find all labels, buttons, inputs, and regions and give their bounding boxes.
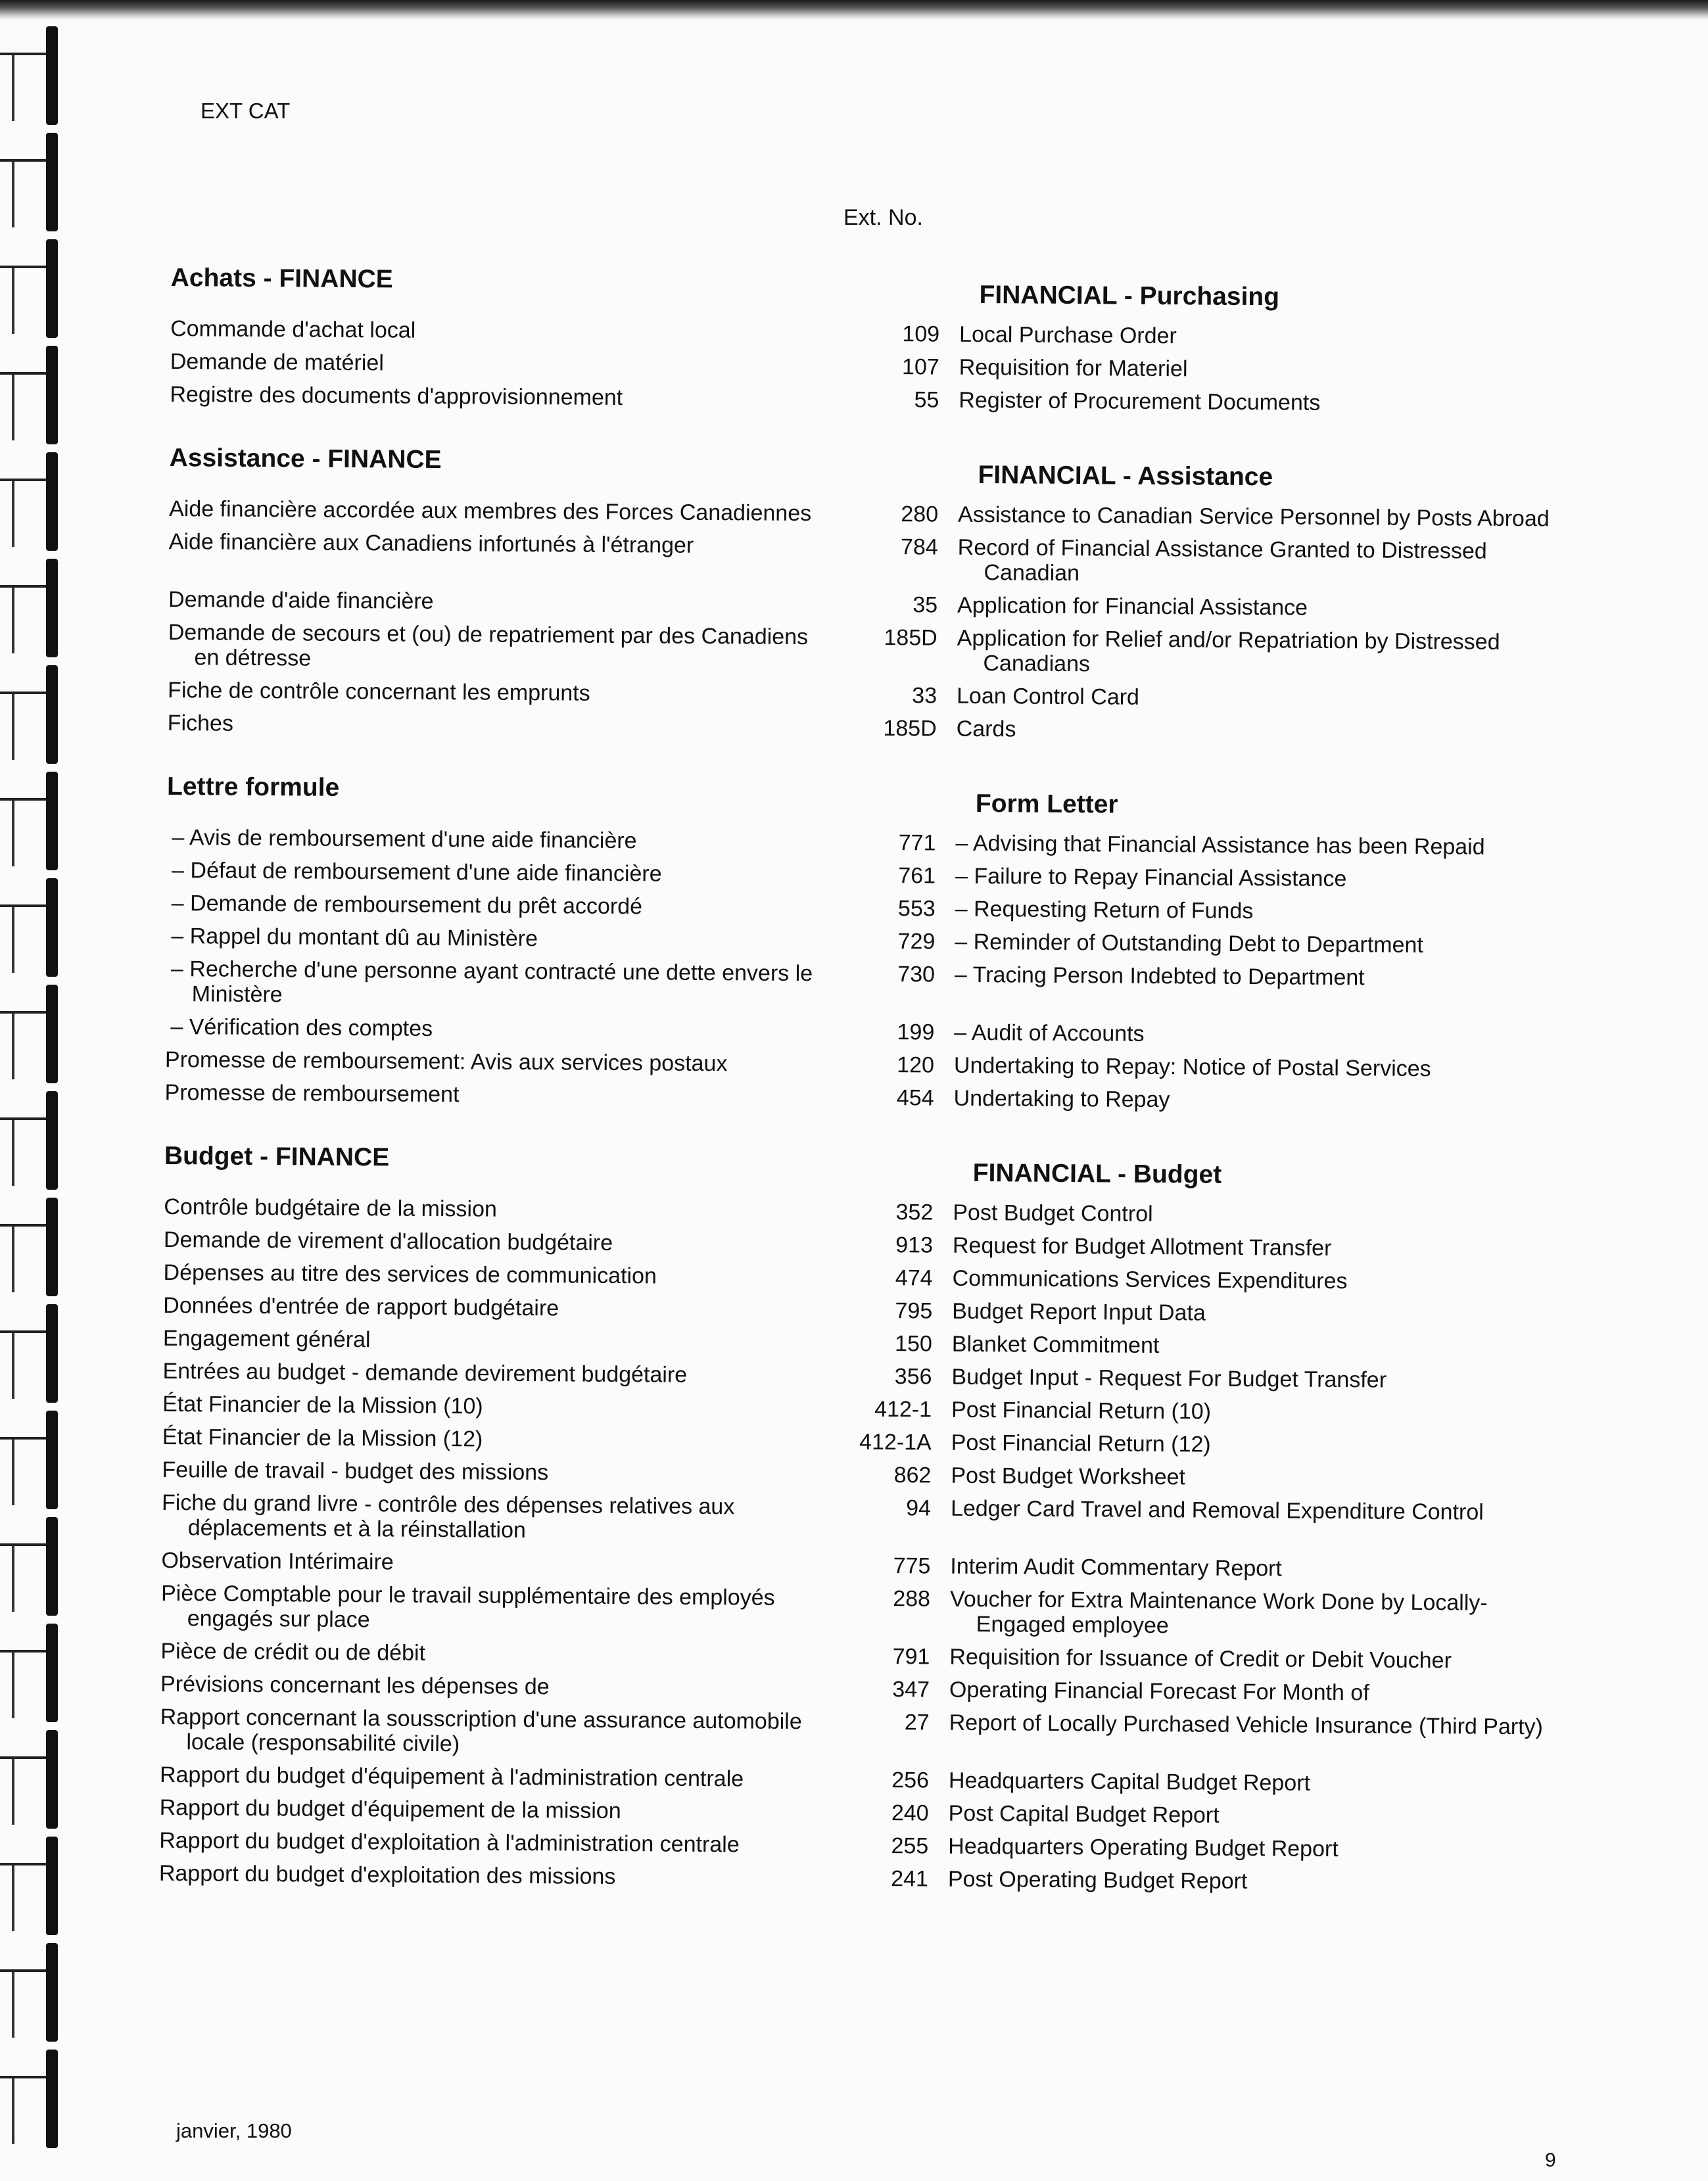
- form-title-french: Demande d'aide financière: [168, 586, 434, 614]
- section-heading: [167, 762, 1581, 832]
- spiral-coil: [0, 1624, 66, 1722]
- extension-number: 280: [901, 502, 939, 527]
- form-title-french: Promesse de remboursement: Avis aux services postaux: [164, 1046, 728, 1077]
- form-title-french: – Défaut de remboursement d'une aide financière: [171, 858, 662, 887]
- form-title-english: Post Budget Worksheet: [951, 1463, 1186, 1490]
- form-title-english: Undertaking to Repay: Notice of Postal Services: [953, 1052, 1431, 1082]
- form-title-english: – Requesting Return of Funds: [955, 896, 1254, 924]
- form-title-english: Post Budget Control: [953, 1200, 1153, 1227]
- form-title-french: Dépenses au titre des services de communication: [163, 1259, 657, 1289]
- extension-number: 288: [893, 1586, 931, 1612]
- form-title-english: Voucher for Extra Maintenance Work Done by Locally-Engaged employee: [949, 1586, 1488, 1639]
- form-title-french: Aide financière accordée aux membres des Forces Canadiennes: [169, 496, 812, 527]
- extension-number: 412-1: [874, 1396, 932, 1422]
- form-title-french: Registre des documents d'approvisionnement: [170, 381, 623, 411]
- form-title-french: – Avis de remboursement d'une aide financière: [172, 825, 637, 854]
- form-title-french: – Vérification des comptes: [170, 1014, 433, 1041]
- spiral-coil: [0, 878, 66, 977]
- extension-number: 109: [902, 321, 940, 347]
- extension-number: 412-1A: [859, 1429, 932, 1455]
- extension-number: 775: [893, 1553, 931, 1579]
- form-entry-row: [161, 1577, 1575, 1645]
- extension-number: 185D: [884, 624, 937, 651]
- form-title-french: Prévisions concernant les dépenses de: [160, 1671, 550, 1700]
- spiral-coil: [0, 559, 66, 657]
- spiral-coil: [0, 1198, 66, 1296]
- extension-number: 240: [891, 1800, 929, 1826]
- form-title-english: Local Purchase Order: [959, 321, 1177, 349]
- form-title-english: Application for Relief and/or Repatriation by Distressed Canadians: [957, 625, 1500, 677]
- section-heading: [170, 253, 1584, 323]
- form-title-english: – Advising that Financial Assistance has been Repaid: [955, 830, 1485, 860]
- footer-date: janvier, 1980: [176, 2119, 292, 2142]
- spiral-coil: [0, 239, 66, 338]
- catalogue-section: [164, 762, 1580, 1119]
- form-title-french: Commande d'achat local: [170, 316, 416, 343]
- form-title-french: Contrôle budgétaire de la mission: [164, 1194, 498, 1222]
- form-title-english: Register of Procurement Documents: [959, 387, 1321, 415]
- extension-number: 862: [893, 1463, 932, 1488]
- form-title-french: Données d'entrée de rapport budgétaire: [163, 1292, 559, 1321]
- form-title-french: Rapport concernant la sousscription d'une assurance automobile locale (responsabilité civile): [160, 1704, 802, 1757]
- form-title-french: Pièce Comptable pour le travail supplémentaire des employés engagés sur place: [160, 1580, 775, 1633]
- form-title-english: Communications Services Expenditures: [952, 1265, 1348, 1294]
- form-title-french: Pièce de crédit ou de débit: [160, 1638, 426, 1666]
- form-title-english: Report of Locally Purchased Vehicle Insurance (Third Party): [949, 1710, 1544, 1740]
- form-title-english: – Failure to Repay Financial Assistance: [955, 863, 1347, 892]
- catalogue-section: [170, 253, 1584, 421]
- extension-number: 27: [904, 1710, 930, 1735]
- form-title-english: Budget Report Input Data: [952, 1298, 1206, 1326]
- form-title-french: Aide financière aux Canadiens infortunés à l'étranger: [168, 528, 694, 558]
- form-title-french: Rapport du budget d'exploitation à l'administration centrale: [159, 1827, 740, 1858]
- form-title-english: Assistance to Canadian Service Personnel by Posts Abroad: [957, 502, 1550, 532]
- form-title-english: Operating Financial Forecast For Month of: [949, 1677, 1369, 1706]
- extension-number: 352: [895, 1200, 934, 1225]
- extension-number: 347: [892, 1677, 930, 1702]
- form-title-french: Observation Intérimaire: [161, 1547, 394, 1575]
- form-title-french: Promesse de remboursement: [164, 1079, 460, 1108]
- extension-number: 761: [898, 863, 936, 889]
- spiral-coil: [0, 772, 66, 870]
- extension-number: 55: [914, 387, 939, 413]
- form-entry-row: [168, 616, 1582, 684]
- form-entry-row: [168, 525, 1582, 594]
- form-title-french: Feuille de travail - budget des missions: [162, 1457, 549, 1486]
- section-title-english: FINANCIAL - Budget: [972, 1158, 1222, 1189]
- form-title-french: Entrées au budget - demande devirement budgétaire: [162, 1358, 688, 1388]
- spiral-coil: [0, 1943, 66, 2042]
- extension-number: 120: [897, 1052, 935, 1078]
- spiral-coil: [0, 346, 66, 444]
- extension-number: 795: [895, 1298, 933, 1324]
- section-title-french: Assistance - FINANCE: [169, 443, 442, 475]
- extension-number: 256: [891, 1768, 930, 1793]
- spiral-coil: [0, 665, 66, 764]
- spiral-binding: [0, 26, 72, 2169]
- section-title-french: Lettre formule: [166, 772, 340, 802]
- form-title-french: Engagement général: [162, 1325, 371, 1353]
- extension-number: 33: [912, 683, 937, 709]
- form-title-french: Demande de virement d'allocation budgétaire: [163, 1227, 613, 1255]
- extension-number: 150: [894, 1331, 933, 1357]
- page-header: EXT CAT: [201, 99, 291, 123]
- section-title-english: Form Letter: [975, 789, 1118, 819]
- extension-number: 199: [897, 1020, 935, 1045]
- section-title-french: Achats - FINANCE: [170, 263, 393, 294]
- form-title-english: Request for Budget Allotment Transfer: [952, 1232, 1332, 1261]
- spiral-coil: [0, 1730, 66, 1829]
- section-heading: [164, 1131, 1578, 1201]
- scan-top-edge: [0, 0, 1708, 20]
- section-title-english: FINANCIAL - Assistance: [978, 461, 1273, 492]
- form-title-french: Fiches: [167, 710, 234, 736]
- extension-number: 107: [901, 354, 939, 380]
- form-title-english: Blanket Commitment: [951, 1331, 1160, 1359]
- form-title-french: Fiche de contrôle concernant les emprunts: [167, 677, 590, 706]
- extension-number: 474: [895, 1265, 933, 1291]
- spiral-coil: [0, 1091, 66, 1190]
- spiral-coil: [0, 985, 66, 1083]
- ext-no-column-heading: Ext. No.: [843, 205, 923, 230]
- spiral-coil: [0, 452, 66, 551]
- extension-number: 771: [898, 830, 936, 856]
- page-number: 9: [1545, 2149, 1556, 2171]
- catalogue-section: [168, 433, 1583, 750]
- form-title-french: Demande de secours et (ou) de repatriement par des Canadiens en détresse: [168, 619, 809, 671]
- extension-number: 454: [896, 1085, 934, 1111]
- catalogue-body: [158, 253, 1584, 1923]
- spiral-coil: [0, 26, 66, 125]
- form-title-english: Post Capital Budget Report: [948, 1800, 1220, 1828]
- section-title-english: FINANCIAL - Purchasing: [979, 281, 1280, 312]
- form-title-english: Cards: [956, 716, 1016, 742]
- spiral-coil: [0, 1411, 66, 1509]
- spiral-coil: [0, 1304, 66, 1403]
- form-entry-row: [166, 952, 1580, 1021]
- spiral-coil: [0, 1517, 66, 1616]
- form-entry-row: [162, 1486, 1576, 1555]
- form-title-french: Fiche du grand livre - contrôle des dépenses relatives aux déplacements et à la réinstallation: [161, 1489, 735, 1543]
- form-title-french: État Financier de la Mission (10): [162, 1391, 483, 1419]
- form-title-english: Requisition for Materiel: [959, 354, 1188, 382]
- form-title-english: Post Operating Budget Report: [947, 1866, 1248, 1894]
- extension-number: 729: [897, 929, 936, 954]
- form-title-french: – Demande de remboursement du prêt accordé: [171, 891, 643, 920]
- form-title-english: Undertaking to Repay: [953, 1085, 1170, 1113]
- form-title-french: – Recherche d'une personne ayant contracté une dette envers le Ministère: [170, 956, 813, 1008]
- form-title-english: Headquarters Capital Budget Report: [948, 1768, 1311, 1796]
- extension-number: 35: [913, 592, 938, 618]
- form-title-french: Rapport du budget d'équipement à l'administration centrale: [159, 1762, 744, 1792]
- extension-number: 94: [906, 1495, 932, 1521]
- form-entry-row: [160, 1700, 1574, 1769]
- spiral-coil: [0, 1837, 66, 1935]
- form-title-french: Rapport du budget d'exploitation des missions: [158, 1860, 616, 1890]
- extension-number: 241: [891, 1866, 929, 1892]
- form-title-english: Interim Audit Commentary Report: [950, 1553, 1283, 1582]
- form-title-english: Post Financial Return (10): [951, 1397, 1212, 1424]
- form-title-english: Post Financial Return (12): [951, 1430, 1211, 1457]
- extension-number: 784: [900, 534, 938, 560]
- form-title-english: Loan Control Card: [956, 683, 1140, 710]
- extension-number: 791: [892, 1644, 930, 1670]
- section-heading: [169, 433, 1583, 503]
- extension-number: 553: [897, 896, 936, 922]
- form-title-english: Headquarters Operating Budget Report: [948, 1833, 1339, 1862]
- form-title-english: Record of Financial Assistance Granted to Distressed Canadian: [957, 534, 1487, 586]
- catalogue-section: [159, 1131, 1578, 1900]
- form-title-english: – Audit of Accounts: [954, 1020, 1145, 1046]
- form-title-english: Requisition for Issuance of Credit or Debit Voucher: [949, 1644, 1452, 1674]
- extension-number: 730: [897, 962, 936, 987]
- section-title-french: Budget - FINANCE: [164, 1141, 390, 1172]
- form-title-english: – Tracing Person Indebted to Department: [954, 962, 1365, 991]
- form-title-french: – Rappel du montant dû au Ministère: [171, 924, 538, 952]
- spiral-coil: [0, 2050, 66, 2148]
- form-title-english: Ledger Card Travel and Removal Expenditure Control: [950, 1495, 1484, 1525]
- form-title-english: Application for Financial Assistance: [957, 592, 1308, 621]
- spiral-coil: [0, 133, 66, 231]
- extension-number: 913: [895, 1232, 934, 1258]
- extension-number: 255: [891, 1833, 929, 1859]
- extension-number: 356: [894, 1364, 932, 1390]
- form-title-english: Budget Input - Request For Budget Transfer: [951, 1364, 1387, 1393]
- form-title-french: Demande de matériel: [170, 348, 384, 376]
- extension-number: 185D: [883, 715, 937, 741]
- form-title-french: Rapport du budget d'équipement de la mission: [159, 1794, 621, 1824]
- form-title-french: État Financier de la Mission (12): [162, 1424, 483, 1452]
- form-title-english: – Reminder of Outstanding Debt to Department: [955, 929, 1423, 958]
